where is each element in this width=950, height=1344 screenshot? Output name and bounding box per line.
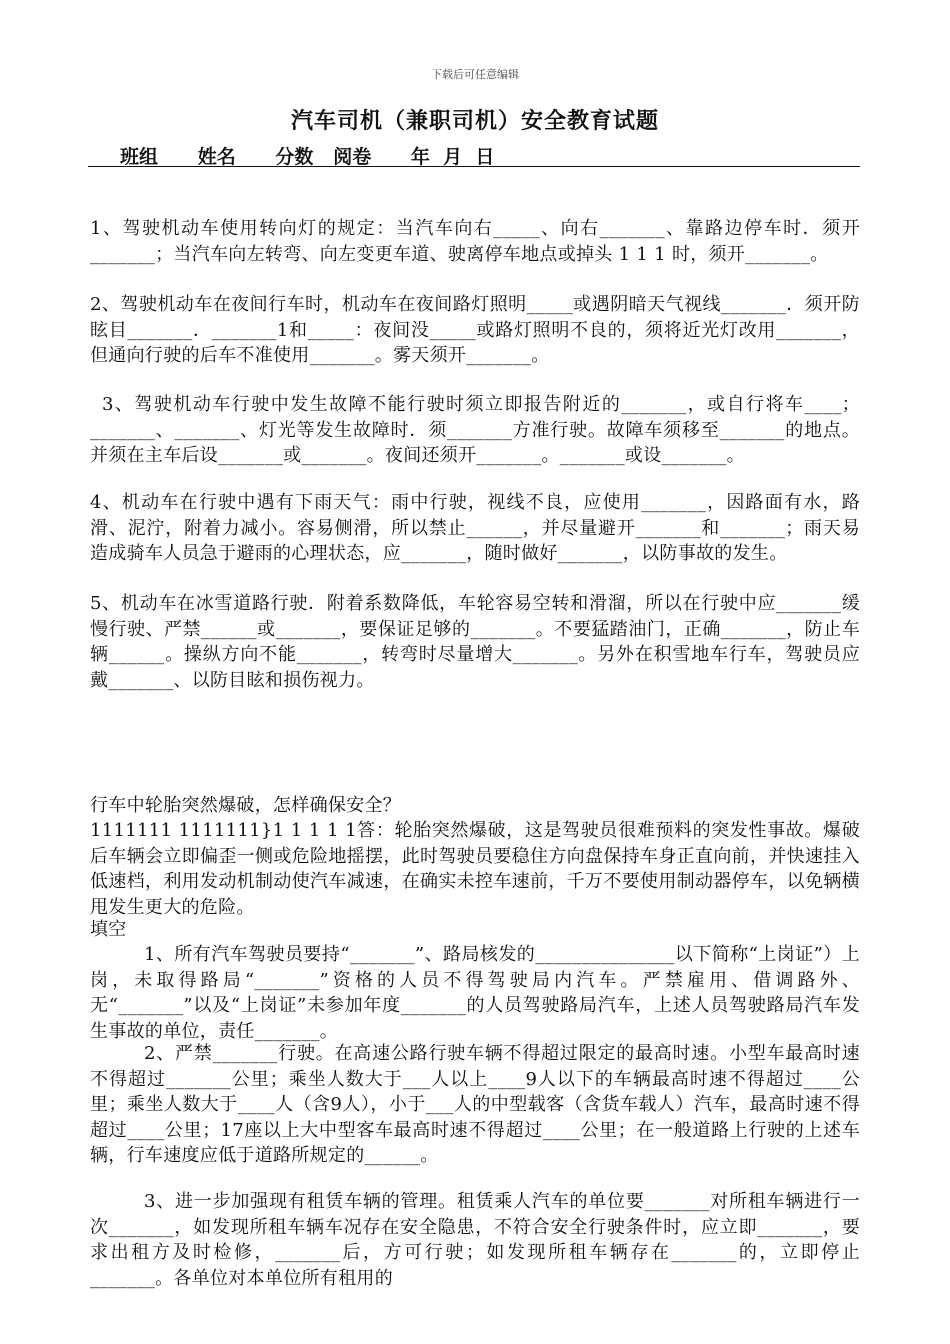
tire-burst-answer: 1111111 1111111}1 1 1 1 1答：轮胎突然爆破，这是驾驶员很难预料的突发性事故。爆破后车辆会立即偏歪一侧或危险地摇摆，此时驾驶员要稳住方向盘保持车身正直向前，并快速挂入低速档，利用发动机制动使汽车减速，在确实未控车速前，千万不要使用制动器停车，以免辆横甩发生更大的危险。 — [90, 820, 860, 918]
fill-question-1: 1、所有汽车驾驶员要持“_______”、路局核发的_______________以下简称“上岗证”）上岗，未取得路局“_______”资格的人员不得驾驶局内汽车。严禁雇用、借调路外、无“_______”以及“上岗证”未参加年度_______的人员驾驶路局汽车，上述人员驾驶路局汽车发生事故的单位，责任_______。 — [90, 944, 860, 1042]
question-4: 4、机动车在行驶中遇有下雨天气：雨中行驶，视线不良，应使用_______，因路面有水，路滑、泥泞，附着力减小。容易侧滑，所以禁止______，并尽量避开_______和_______；雨天易造成骑车人员急于避雨的心理状态，应_______，随时做好_______，以防事故的发生。 — [90, 492, 860, 564]
question-3: 3、驾驶机动车行驶中发生故障不能行驶时须立即报告附近的_______，或自行将车____；_______、_______、灯光等发生故障时．须_______方准行驶。故障车须移至_______的地点。并须在主车后设_______或_______。夜间还须开_______。_______或设_______。 — [90, 394, 860, 466]
fill-question-3: 3、进一步加强现有租赁车辆的管理。租赁乘人汽车的单位要_______对所租车辆进行一次_______，如发现所租车辆车况存在安全隐患，不符合安全行驶条件时，应立即_______，要求出租方及时检修，_______后，方可行驶；如发现所租车辆存在_______的，立即停止_______。各单位对本单位所有租用的 — [90, 1191, 860, 1289]
fill-question-2: 2、严禁_______行驶。在高速公路行驶车辆不得超过限定的最高时速。小型车最高时速不得超过_______公里；乘坐人数大于___人以上____9人以下的车辆最高时速不得超过____公里；乘坐人数大于____人（含9人），小于___人的中型载客（含货车载人）汽车，最高时速不得超过____公里；17座以上大中型客车最高时速不得超过____公里；在一般道路上行驶的上述车辆，行车速度应低于道路所规定的______。 — [90, 1043, 860, 1166]
header-divider — [88, 166, 860, 167]
tire-burst-question: 行车中轮胎突然爆破，怎样确保安全？ — [90, 795, 402, 816]
question-1: 1、驾驶机动车使用转向灯的规定：当汽车向右_____、向右_______、靠路边停车时．须开_______；当汽车向左转弯、向左变更车道、驶离停车地点或掉头 1 1 1 时，须开_______。 — [90, 218, 860, 265]
question-2: 2、驾驶机动车在夜间行车时，机动车在夜间路灯照明_____或遇阴暗天气视线_______．须开防眩目_______．_______1和_____：夜间没_____或路灯照明不良的，须将近光灯改用_______，但通向行驶的后车不准使用_______。雾天须开_______。 — [90, 294, 860, 366]
question-5: 5、机动车在冰雪道路行驶．附着系数降低，车轮容易空转和滑溜，所以在行驶中应_______缓慢行驶、严禁______或_______，要保证足够的_______。不要猛踏油门，正确_______，防止车辆______。操纵方向不能_______，转弯时尽量增大_______。另外在积雪地车行车，驾驶员应戴_______、以防目眩和损伤视力。 — [90, 593, 860, 691]
exam-header-fields: 班组 姓名 分数 阅卷 年 月 日 — [120, 146, 495, 168]
page-title: 汽车司机（兼职司机）安全教育试题 — [290, 109, 659, 134]
download-watermark: 下载后可任意编辑 — [431, 68, 519, 81]
fill-blank-heading: 填空 — [90, 919, 127, 940]
